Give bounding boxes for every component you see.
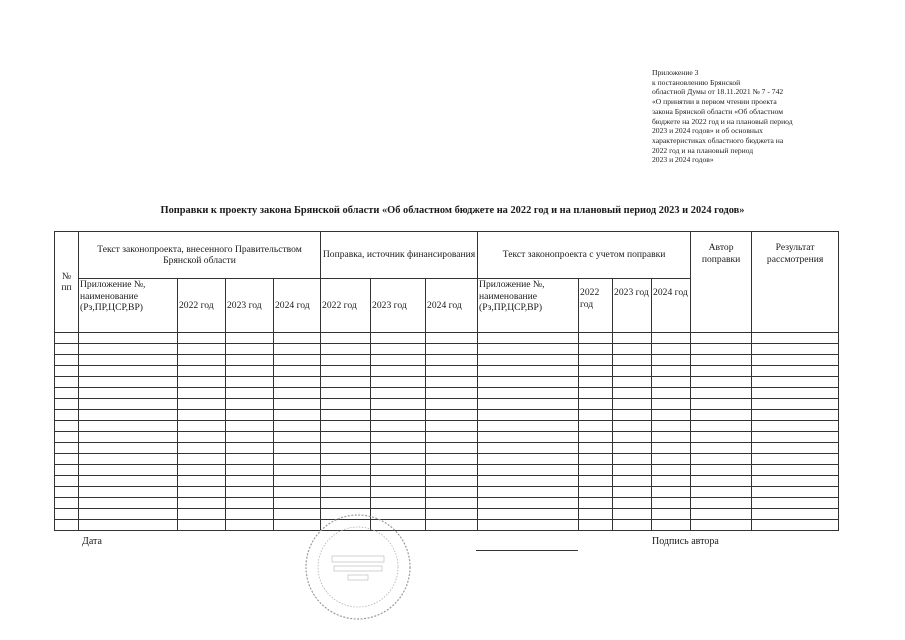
table-cell bbox=[321, 465, 371, 476]
table-cell bbox=[79, 432, 178, 443]
table-cell bbox=[321, 476, 371, 487]
table-cell bbox=[426, 520, 478, 531]
table-cell bbox=[226, 432, 274, 443]
table-cell bbox=[321, 377, 371, 388]
table-row bbox=[55, 487, 839, 498]
annex-reference bbox=[652, 68, 892, 165]
table-cell bbox=[652, 520, 691, 531]
annex-line: Приложение 3 bbox=[652, 68, 699, 77]
table-cell bbox=[226, 410, 274, 421]
amendments-table bbox=[54, 231, 839, 531]
table-cell bbox=[478, 399, 579, 410]
table-cell bbox=[691, 344, 752, 355]
col-amendment-2023: 2023 год bbox=[371, 279, 426, 333]
table-cell bbox=[371, 443, 426, 454]
col-result-header: Результат рассмотрения bbox=[752, 232, 839, 333]
table-cell bbox=[613, 388, 652, 399]
table-cell bbox=[321, 432, 371, 443]
table-cell bbox=[226, 388, 274, 399]
table-cell bbox=[478, 509, 579, 520]
table-cell bbox=[478, 465, 579, 476]
col-original-2022: 2022 год bbox=[178, 279, 226, 333]
table-row bbox=[55, 476, 839, 487]
table-cell bbox=[613, 377, 652, 388]
table-cell bbox=[426, 333, 478, 344]
table-cell bbox=[613, 509, 652, 520]
table-cell bbox=[426, 377, 478, 388]
table-row bbox=[55, 399, 839, 410]
table-cell bbox=[752, 465, 839, 476]
col-group-amendment: Поправка, источник финансирования bbox=[321, 232, 478, 279]
table-cell bbox=[274, 388, 321, 399]
table-cell bbox=[579, 410, 613, 421]
table-cell bbox=[579, 399, 613, 410]
table-cell bbox=[652, 421, 691, 432]
col-with-amendment-2023: 2023 год bbox=[613, 279, 652, 333]
table-cell bbox=[579, 443, 613, 454]
table-cell bbox=[691, 443, 752, 454]
table-cell bbox=[178, 454, 226, 465]
table-cell bbox=[752, 443, 839, 454]
table-cell bbox=[478, 344, 579, 355]
table-row bbox=[55, 421, 839, 432]
table-cell bbox=[752, 344, 839, 355]
table-cell bbox=[55, 399, 79, 410]
table-cell bbox=[178, 509, 226, 520]
table-row bbox=[55, 465, 839, 476]
table-cell bbox=[274, 333, 321, 344]
table-cell bbox=[321, 421, 371, 432]
table-cell bbox=[752, 487, 839, 498]
table-cell bbox=[55, 355, 79, 366]
table-cell bbox=[579, 344, 613, 355]
table-cell bbox=[321, 487, 371, 498]
table-cell bbox=[478, 366, 579, 377]
table-cell bbox=[579, 377, 613, 388]
table-cell bbox=[371, 355, 426, 366]
table-cell bbox=[652, 476, 691, 487]
table-cell bbox=[55, 388, 79, 399]
table-cell bbox=[426, 355, 478, 366]
table-cell bbox=[652, 465, 691, 476]
table-cell bbox=[55, 487, 79, 498]
table-cell bbox=[55, 410, 79, 421]
table-cell bbox=[478, 333, 579, 344]
table-cell bbox=[691, 377, 752, 388]
table-cell bbox=[321, 366, 371, 377]
table-cell bbox=[226, 355, 274, 366]
table-cell bbox=[79, 399, 178, 410]
table-cell bbox=[226, 520, 274, 531]
table-cell bbox=[691, 476, 752, 487]
table-cell bbox=[226, 498, 274, 509]
table-cell bbox=[478, 520, 579, 531]
table-row bbox=[55, 388, 839, 399]
table-cell bbox=[579, 465, 613, 476]
table-cell bbox=[613, 476, 652, 487]
table-cell bbox=[752, 509, 839, 520]
table-cell bbox=[79, 454, 178, 465]
table-cell bbox=[691, 366, 752, 377]
table-cell bbox=[226, 377, 274, 388]
table-cell bbox=[752, 410, 839, 421]
table-cell bbox=[752, 454, 839, 465]
table-cell bbox=[752, 476, 839, 487]
table-cell bbox=[226, 465, 274, 476]
table-cell bbox=[613, 399, 652, 410]
col-original-2024: 2024 год bbox=[274, 279, 321, 333]
table-cell bbox=[478, 476, 579, 487]
table-cell bbox=[274, 465, 321, 476]
table-cell bbox=[178, 366, 226, 377]
table-cell bbox=[579, 520, 613, 531]
table-cell bbox=[178, 520, 226, 531]
table-cell bbox=[478, 443, 579, 454]
annex-line: закона Брянской области «Об областном bbox=[652, 106, 784, 116]
table-cell bbox=[371, 454, 426, 465]
annex-line: к постановлению Брянской bbox=[652, 77, 741, 87]
table-row bbox=[55, 454, 839, 465]
table-cell bbox=[478, 498, 579, 509]
col-with-amendment-2022: 2022 год bbox=[579, 279, 613, 333]
table-cell bbox=[55, 366, 79, 377]
table-cell bbox=[371, 410, 426, 421]
table-row bbox=[55, 410, 839, 421]
table-cell bbox=[691, 520, 752, 531]
table-cell bbox=[274, 355, 321, 366]
table-cell bbox=[178, 410, 226, 421]
table-cell bbox=[79, 410, 178, 421]
table-cell bbox=[79, 487, 178, 498]
table-cell bbox=[579, 432, 613, 443]
table-cell bbox=[652, 498, 691, 509]
table-cell bbox=[426, 498, 478, 509]
table-cell bbox=[274, 454, 321, 465]
annex-line: 2023 и 2024 годов» bbox=[652, 155, 714, 165]
table-cell bbox=[579, 366, 613, 377]
table-cell bbox=[274, 432, 321, 443]
table-cell bbox=[274, 344, 321, 355]
table-cell bbox=[226, 333, 274, 344]
table-cell bbox=[613, 443, 652, 454]
table-cell bbox=[652, 487, 691, 498]
table-cell bbox=[274, 487, 321, 498]
table-cell bbox=[752, 388, 839, 399]
table-cell bbox=[178, 498, 226, 509]
table-cell bbox=[226, 443, 274, 454]
col-amendment-2022: 2022 год bbox=[321, 279, 371, 333]
table-cell bbox=[478, 377, 579, 388]
table-cell bbox=[613, 487, 652, 498]
table-cell bbox=[691, 333, 752, 344]
table-cell bbox=[55, 465, 79, 476]
table-row bbox=[55, 355, 839, 366]
table-cell bbox=[613, 366, 652, 377]
table-cell bbox=[691, 487, 752, 498]
table-cell bbox=[613, 421, 652, 432]
table-row bbox=[55, 344, 839, 355]
table-cell bbox=[426, 509, 478, 520]
table-cell bbox=[426, 399, 478, 410]
signature-line bbox=[476, 550, 578, 551]
table-row bbox=[55, 520, 839, 531]
table-cell bbox=[478, 355, 579, 366]
table-cell bbox=[371, 432, 426, 443]
col-with-amendment-2024: 2024 год bbox=[652, 279, 691, 333]
table-cell bbox=[371, 377, 426, 388]
table-cell bbox=[579, 421, 613, 432]
table-cell bbox=[426, 388, 478, 399]
table-cell bbox=[55, 421, 79, 432]
table-cell bbox=[652, 509, 691, 520]
table-cell bbox=[426, 344, 478, 355]
table-cell bbox=[752, 333, 839, 344]
table-cell bbox=[79, 443, 178, 454]
table-cell bbox=[274, 498, 321, 509]
table-cell bbox=[752, 399, 839, 410]
table-cell bbox=[371, 344, 426, 355]
table-cell bbox=[613, 344, 652, 355]
table-cell bbox=[371, 421, 426, 432]
col-with-amendment-annex: Приложение №, наименование (Рз,ПР,ЦСР,ВР) bbox=[478, 279, 579, 333]
table-cell bbox=[226, 399, 274, 410]
table-cell bbox=[613, 454, 652, 465]
table-cell bbox=[274, 421, 321, 432]
table-cell bbox=[426, 487, 478, 498]
col-group-original-text: Текст законопроекта, внесенного Правительством Брянской области bbox=[79, 232, 321, 279]
table-cell bbox=[79, 421, 178, 432]
table-row bbox=[55, 377, 839, 388]
table-cell bbox=[478, 487, 579, 498]
table-cell bbox=[226, 366, 274, 377]
table-cell bbox=[652, 344, 691, 355]
table-row bbox=[55, 333, 839, 344]
table-cell bbox=[652, 443, 691, 454]
table-cell bbox=[691, 355, 752, 366]
table-cell bbox=[178, 443, 226, 454]
table-cell bbox=[478, 410, 579, 421]
date-label: Дата bbox=[82, 536, 102, 547]
annex-line: 2022 год и на плановый период bbox=[652, 145, 754, 155]
table-cell bbox=[274, 377, 321, 388]
table-cell bbox=[426, 432, 478, 443]
table-cell bbox=[55, 443, 79, 454]
table-cell bbox=[752, 366, 839, 377]
table-cell bbox=[274, 399, 321, 410]
table-cell bbox=[652, 410, 691, 421]
table-cell bbox=[652, 333, 691, 344]
table-cell bbox=[691, 388, 752, 399]
table-cell bbox=[55, 520, 79, 531]
table-cell bbox=[613, 465, 652, 476]
table-cell bbox=[613, 333, 652, 344]
table-cell bbox=[371, 388, 426, 399]
table-cell bbox=[371, 399, 426, 410]
table-cell bbox=[79, 509, 178, 520]
table-cell bbox=[426, 476, 478, 487]
table-row bbox=[55, 443, 839, 454]
table-cell bbox=[178, 465, 226, 476]
document-title: Поправки к проекту закона Брянской области «Об областном бюджете на 2022 год и на плановый период 2023 и 2024 годов» bbox=[160, 205, 745, 216]
table-cell bbox=[55, 509, 79, 520]
table-cell bbox=[178, 487, 226, 498]
table-cell bbox=[652, 432, 691, 443]
table-cell bbox=[579, 498, 613, 509]
table-cell bbox=[55, 432, 79, 443]
table-cell bbox=[752, 520, 839, 531]
table-cell bbox=[613, 432, 652, 443]
table-cell bbox=[426, 443, 478, 454]
table-cell bbox=[55, 344, 79, 355]
table-cell bbox=[691, 454, 752, 465]
table-cell bbox=[79, 498, 178, 509]
annex-line: бюджете на 2022 год и на плановый период bbox=[652, 116, 793, 126]
table-cell bbox=[321, 344, 371, 355]
header-row-groups bbox=[55, 232, 839, 279]
table-cell bbox=[691, 410, 752, 421]
table-cell bbox=[178, 355, 226, 366]
table-cell bbox=[691, 465, 752, 476]
table-cell bbox=[613, 410, 652, 421]
table-cell bbox=[613, 498, 652, 509]
table-cell bbox=[371, 487, 426, 498]
table-cell bbox=[55, 498, 79, 509]
table-cell bbox=[691, 509, 752, 520]
table-cell bbox=[79, 520, 178, 531]
table-cell bbox=[178, 432, 226, 443]
table-cell bbox=[426, 454, 478, 465]
table-cell bbox=[579, 333, 613, 344]
table-cell bbox=[226, 509, 274, 520]
table-cell bbox=[752, 432, 839, 443]
table-cell bbox=[613, 355, 652, 366]
table-cell bbox=[579, 388, 613, 399]
official-stamp bbox=[298, 512, 418, 622]
table-cell bbox=[652, 454, 691, 465]
table-cell bbox=[579, 476, 613, 487]
table-cell bbox=[321, 355, 371, 366]
annex-line: «О принятии в первом чтении проекта bbox=[652, 97, 777, 107]
col-group-text-with-amendment: Текст законопроекта с учетом поправки bbox=[478, 232, 691, 279]
table-row bbox=[55, 498, 839, 509]
table-row bbox=[55, 366, 839, 377]
table-cell bbox=[79, 388, 178, 399]
table-cell bbox=[55, 377, 79, 388]
table-cell bbox=[321, 443, 371, 454]
table-cell bbox=[178, 333, 226, 344]
annex-line: 2023 и 2024 годов» и об основных bbox=[652, 126, 763, 136]
table-row bbox=[55, 432, 839, 443]
col-number-header: № пп bbox=[55, 232, 79, 333]
table-cell bbox=[478, 454, 579, 465]
table-cell bbox=[478, 388, 579, 399]
table-cell bbox=[371, 333, 426, 344]
table-cell bbox=[321, 498, 371, 509]
table-cell bbox=[226, 344, 274, 355]
table-row bbox=[55, 509, 839, 520]
table-cell bbox=[274, 443, 321, 454]
table-cell bbox=[79, 333, 178, 344]
table-cell bbox=[178, 421, 226, 432]
table-cell bbox=[55, 333, 79, 344]
table-cell bbox=[652, 377, 691, 388]
table-cell bbox=[652, 366, 691, 377]
table-cell bbox=[579, 355, 613, 366]
table-cell bbox=[752, 421, 839, 432]
table-cell bbox=[691, 399, 752, 410]
table-cell bbox=[274, 410, 321, 421]
table-cell bbox=[478, 421, 579, 432]
table-cell bbox=[79, 476, 178, 487]
table-cell bbox=[55, 476, 79, 487]
table-cell bbox=[178, 476, 226, 487]
table-cell bbox=[226, 476, 274, 487]
table-cell bbox=[79, 465, 178, 476]
col-original-2023: 2023 год bbox=[226, 279, 274, 333]
table-cell bbox=[691, 421, 752, 432]
table-cell bbox=[321, 333, 371, 344]
table-cell bbox=[79, 366, 178, 377]
table-cell bbox=[226, 487, 274, 498]
table-cell bbox=[178, 377, 226, 388]
table-cell bbox=[752, 377, 839, 388]
table-cell bbox=[652, 399, 691, 410]
table-cell bbox=[321, 454, 371, 465]
col-amendment-2024: 2024 год bbox=[426, 279, 478, 333]
table-cell bbox=[371, 498, 426, 509]
table-cell bbox=[178, 344, 226, 355]
table-cell bbox=[579, 509, 613, 520]
table-cell bbox=[652, 355, 691, 366]
table-cell bbox=[613, 520, 652, 531]
table-cell bbox=[79, 355, 178, 366]
table-cell bbox=[274, 476, 321, 487]
table-cell bbox=[426, 366, 478, 377]
table-cell bbox=[371, 366, 426, 377]
annex-line: областной Думы от 18.11.2021 № 7 - 742 bbox=[652, 87, 784, 97]
table-cell bbox=[321, 399, 371, 410]
table-cell bbox=[226, 421, 274, 432]
table-cell bbox=[79, 344, 178, 355]
annex-line: характеристиках областного бюджета на bbox=[652, 135, 784, 145]
table-cell bbox=[752, 498, 839, 509]
col-author-header: Автор поправки bbox=[691, 232, 752, 333]
table-cell bbox=[274, 366, 321, 377]
table-cell bbox=[371, 465, 426, 476]
table-cell bbox=[178, 388, 226, 399]
signature-label: Подпись автора bbox=[652, 536, 719, 547]
table-cell bbox=[426, 465, 478, 476]
table-cell bbox=[478, 432, 579, 443]
table-cell bbox=[79, 377, 178, 388]
table-cell bbox=[426, 421, 478, 432]
table-cell bbox=[178, 399, 226, 410]
table-cell bbox=[691, 498, 752, 509]
table-cell bbox=[426, 410, 478, 421]
table-cell bbox=[579, 454, 613, 465]
table-cell bbox=[579, 487, 613, 498]
table-cell bbox=[652, 388, 691, 399]
table-cell bbox=[371, 476, 426, 487]
table-cell bbox=[55, 454, 79, 465]
table-cell bbox=[321, 388, 371, 399]
table-cell bbox=[226, 454, 274, 465]
table-cell bbox=[321, 410, 371, 421]
table-cell bbox=[691, 432, 752, 443]
table-cell bbox=[752, 355, 839, 366]
col-original-annex: Приложение №, наименование (Рз,ПР,ЦСР,ВР) bbox=[79, 279, 178, 333]
